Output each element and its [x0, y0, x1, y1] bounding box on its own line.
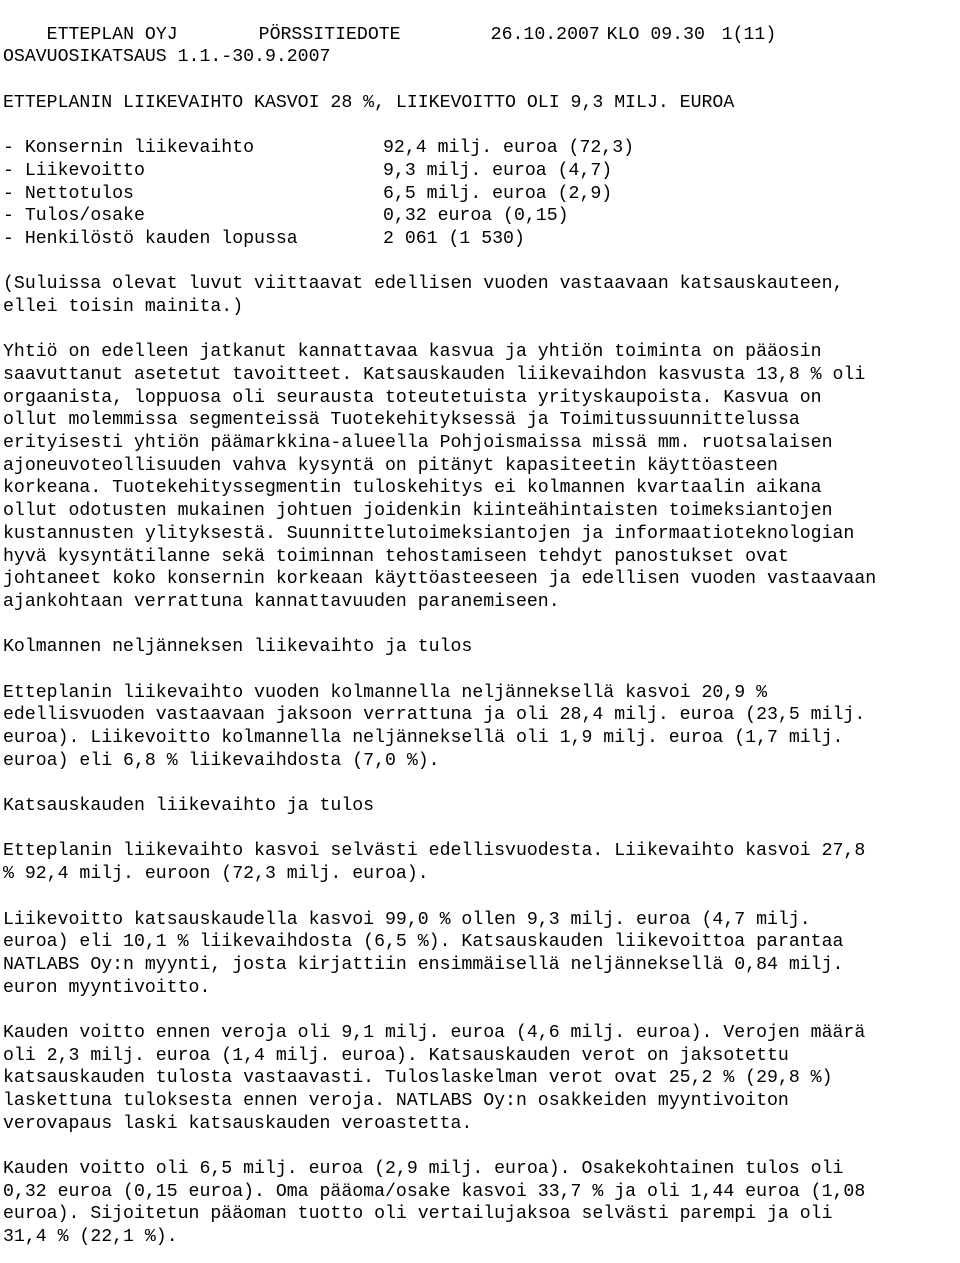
release-time: KLO 09.30 — [606, 24, 705, 45]
text-line: euron myyntivoitto. — [3, 977, 211, 998]
section-heading-period: Katsauskauden liikevaihto ja tulos — [3, 796, 375, 817]
text-line: laskettuna tuloksesta ennen veroja. NATLABS Oy:n osakkeiden myyntivoiton — [3, 1091, 789, 1111]
text-line: edellisvuoden vastaavaan jaksoon verrattuna ja oli 28,4 milj. euroa (23,5 milj. — [3, 705, 866, 726]
document-type: PÖRSSITIEDOTE — [258, 24, 401, 45]
headline: ETTEPLANIN LIIKEVAIHTO KASVOI 28 %, LIIKEVOITTO OLI 9,3 MILJ. EUROA — [3, 92, 735, 113]
text-line: Kauden voitto ennen veroja oli 9,1 milj. euroa (4,6 milj. euroa). Verojen määrä — [3, 1022, 866, 1043]
key-figure-label: - Liikevoitto — [3, 160, 145, 181]
document-page — [3, 1, 959, 1249]
key-figures — [3, 137, 959, 250]
text-line: 0,32 euroa (0,15 euroa). Oma pääoma/osake kasvoi 33,7 % ja oli 1,44 euroa (1,08 — [3, 1181, 866, 1202]
key-figure-row — [3, 183, 959, 206]
text-line: Liikevoitto katsauskaudella kasvoi 99,0 % ollen 9,3 milj. euroa (4,7 milj. — [3, 909, 811, 930]
text-line: johtaneet koko konsernin korkeaan käyttöasteeseen ja edellisen vuoden vastaavaan — [3, 569, 877, 590]
text-line: Yhtiö on edelleen jatkanut kannattavaa kasvua ja yhtiön toiminta on pääosin — [3, 342, 822, 363]
text-line: ellei toisin mainita.) — [3, 296, 244, 317]
text-line: korkeana. Tuotekehityssegmentin tuloskehitys ei kolmannen kvartaalin aikana — [3, 478, 822, 499]
period-paragraph-revenue — [3, 840, 959, 885]
text-line: Etteplanin liikevaihto vuoden kolmannella neljänneksellä kasvoi 20,9 % — [3, 682, 767, 703]
text-line: Etteplanin liikevaihto kasvoi selvästi edellisvuodesta. Liikevaihto kasvoi 27,8 — [3, 841, 866, 862]
text-line: ajoneuvoteollisuuden vahva kysyntä on pitänyt kapasiteetin käyttöasteen — [3, 455, 778, 476]
text-line: euroa). Sijoitetun pääoman tuotto oli vertailujaksoa selvästi parempi ja oli — [3, 1204, 833, 1225]
period-paragraph-operating-profit — [3, 909, 959, 1000]
section-heading-q3: Kolmannen neljänneksen liikevaihto ja tulos — [3, 637, 473, 658]
key-figure-label: - Tulos/osake — [3, 206, 145, 227]
key-figure-label: - Henkilöstö kauden lopussa — [3, 228, 298, 249]
text-line: ollut odotusten mukainen johtuen joidenkin kiinteähintaisten toimeksiantojen — [3, 501, 833, 522]
key-figure-value: 0,32 euroa (0,15) — [383, 206, 569, 227]
key-figure-row — [3, 228, 959, 251]
page-number: 1(11) — [721, 24, 777, 45]
text-line: saavuttanut asetetut tavoitteet. Katsauskauden liikevaihdon kasvusta 13,8 % oli — [3, 365, 866, 385]
key-figure-value: 9,3 milj. euroa (4,7) — [383, 160, 613, 181]
q3-paragraph — [3, 682, 959, 773]
text-line: katsauskauden tulosta vastaavasti. Tuloslaskelman verot ovat 25,2 % (29,8 %) — [3, 1068, 833, 1089]
text-line: verovapaus laski katsauskauden veroastetta. — [3, 1113, 473, 1134]
intro-paragraph — [3, 341, 959, 613]
key-figure-row — [3, 137, 959, 160]
key-figure-row — [3, 205, 959, 228]
text-line: ollut molemmissa segmenteissä Tuotekehityksessä ja Toimitussuunnittelussa — [3, 410, 800, 431]
text-line: euroa). Liikevoitto kolmannella neljänneksellä oli 1,9 milj. euroa (1,7 milj. — [3, 728, 844, 748]
text-line: ajankohtaan verrattuna kannattavuuden paranemiseen. — [3, 591, 560, 612]
key-figure-value: 92,4 milj. euroa (72,3) — [383, 138, 635, 159]
text-line: 31,4 % (22,1 %). — [3, 1227, 178, 1248]
text-line: % 92,4 milj. euroon (72,3 milj. euroa). — [3, 864, 429, 885]
key-figure-label: - Nettotulos — [3, 183, 134, 204]
text-line: Kauden voitto oli 6,5 milj. euroa (2,9 milj. euroa). Osakekohtainen tulos oli — [3, 1159, 844, 1180]
text-line: oli 2,3 milj. euroa (1,4 milj. euroa). Katsauskauden verot on jaksotettu — [3, 1045, 789, 1066]
key-figure-value: 6,5 milj. euroa (2,9) — [383, 183, 613, 204]
key-figure-value: 2 061 (1 530) — [383, 228, 525, 249]
text-line: orgaanista, loppuosa oli seurausta toteutetuista yrityskaupoista. Kasvua on — [3, 387, 822, 408]
text-line: euroa) eli 6,8 % liikevaihdosta (7,0 %). — [3, 750, 440, 771]
report-title: OSAVUOSIKATSAUS 1.1.-30.9.2007 — [3, 47, 331, 68]
comparison-note — [3, 273, 959, 318]
release-date: 26.10.2007 — [490, 24, 600, 45]
text-line: euroa) eli 10,1 % liikevaihdosta (6,5 %). Katsauskauden liikevoittoa parantaa — [3, 932, 844, 953]
key-figure-row — [3, 160, 959, 183]
text-line: hyvä kysyntätilanne sekä toiminnan tehostamiseen tehdyt panostukset ovat — [3, 546, 789, 567]
text-line: erityisesti yhtiön päämarkkina-alueella Pohjoismaissa missä mm. ruotsalaisen — [3, 433, 833, 454]
company-name: ETTEPLAN OYJ — [46, 24, 178, 45]
period-paragraph-net-profit — [3, 1158, 959, 1249]
text-line: (Suluissa olevat luvut viittaavat edellisen vuoden vastaavaan katsauskauteen, — [3, 274, 844, 295]
period-paragraph-taxes — [3, 1022, 959, 1135]
document-header — [3, 1, 959, 45]
text-line: NATLABS Oy:n myynti, josta kirjattiin ensimmäisellä neljänneksellä 0,84 milj. — [3, 954, 844, 975]
text-line: kustannusten ylityksestä. Suunnittelutoimeksiantojen ja informaatioteknologian — [3, 523, 855, 544]
key-figure-label: - Konsernin liikevaihto — [3, 138, 255, 159]
